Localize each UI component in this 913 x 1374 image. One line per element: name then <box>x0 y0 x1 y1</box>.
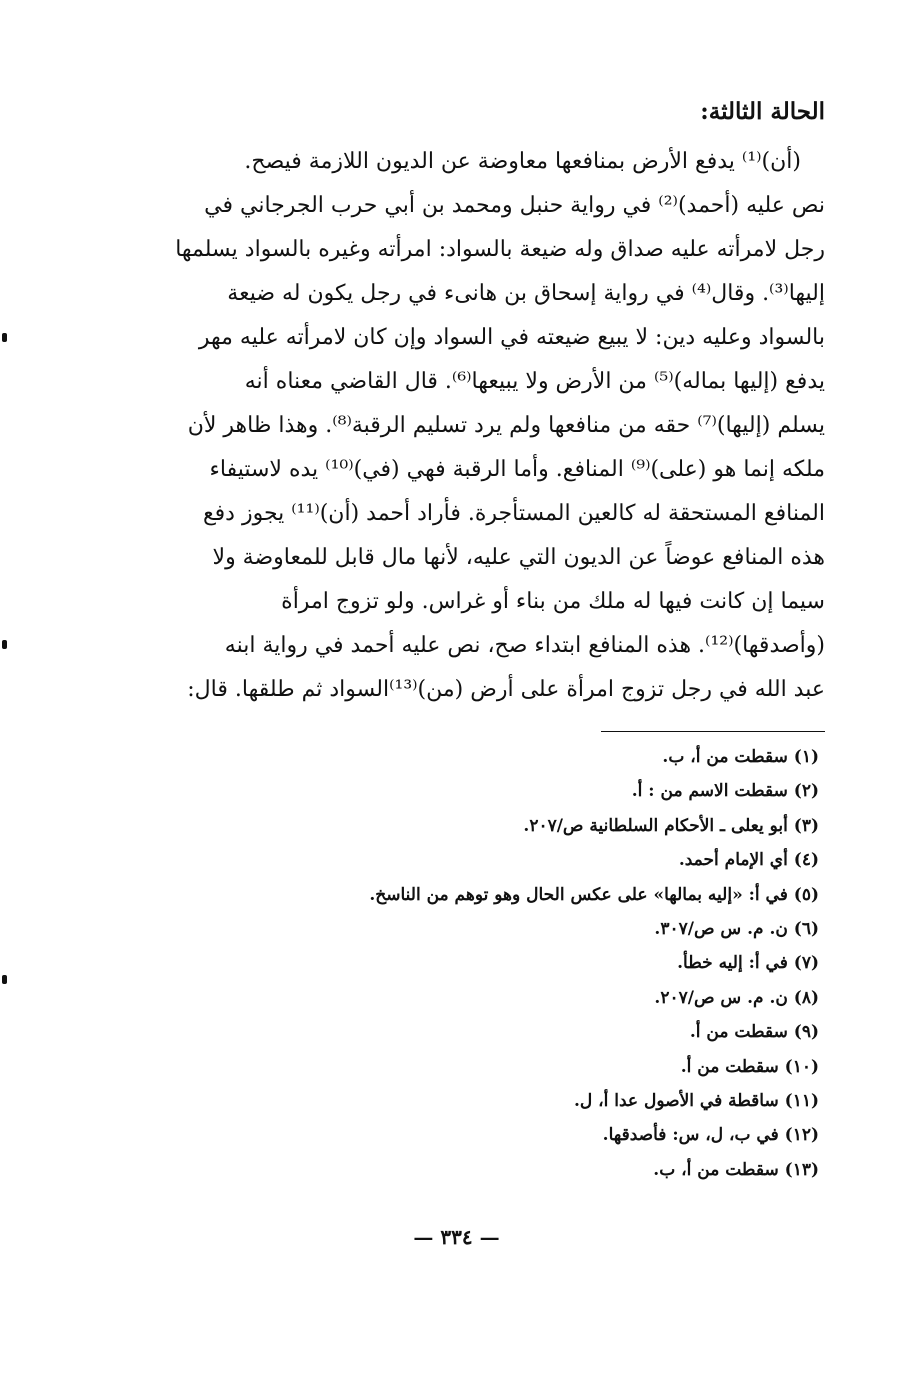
body-line: نص عليه (أحمد)⁽²⁾ في رواية حنبل ومحمد بن أبي حرب الجرجاني في <box>204 193 825 218</box>
footnote: (٩) سقطت من أ. <box>689 1022 819 1043</box>
margin-mark <box>2 333 7 342</box>
footnote: (٤) أي الإمام أحمد. <box>678 850 819 871</box>
body-line: (وأصدقها)⁽¹²⁾. هذه المنافع ابتداء صح، نص عليه أحمد في رواية ابنه <box>224 633 825 658</box>
body-line: هذه المنافع عوضاً عن الديون التي عليه، لأنها مال قابل للمعاوضة ولا <box>212 545 825 570</box>
body-line: سيما إن كانت فيها له ملك من بناء أو غراس. ولو تزوج امرأة <box>281 589 825 614</box>
body-line: ملكه إنما هو (على)⁽⁹⁾ المنافع. وأما الرقبة فهي (في)⁽¹⁰⁾ يده لاستيفاء <box>209 457 825 482</box>
footnote: (٥) في أ: «إليه بمالها» على عكس الحال وهو توهم من الناسخ. <box>369 884 819 905</box>
body-line: (أن)⁽¹⁾ يدفع الأرض بمنافعها معاوضة عن الديون اللازمة فيصح. <box>244 149 801 174</box>
margin-mark <box>2 975 7 984</box>
body-line: رجل لامرأته عليه صداق وله ضيعة بالسواد: امرأته وغيره بالسواد يسلمها <box>175 237 825 262</box>
footnote: (٢) سقطت الاسم من : أ. <box>631 781 819 802</box>
body-line: عبد الله في رجل تزوج امرأة على أرض (من)⁽¹³⁾السواد ثم طلقها. قال: <box>187 677 825 702</box>
footnote: (١٢) في ب، ل، س: فأصدقها. <box>602 1125 819 1146</box>
margin-mark <box>2 640 7 649</box>
footnote: (١٠) سقطت من أ. <box>680 1056 819 1077</box>
body-line: بالسواد وعليه دين: لا يبيع ضيعته في السواد وإن كان لامرأته عليه مهر <box>198 325 825 350</box>
footnotes <box>219 740 819 1187</box>
section-heading: الحالة الثالثة: <box>700 98 825 125</box>
footnote-separator <box>601 731 825 732</box>
body-text <box>125 140 825 712</box>
body-line: المنافع المستحقة له كالعين المستأجرة. فأراد أحمد (أن)⁽¹¹⁾ يجوز دفع <box>202 501 825 526</box>
footnote: (٧) في أ: إليه خطأ. <box>677 953 819 974</box>
footnote: (١) سقطت من أ، ب. <box>662 747 819 767</box>
footnote: (٨) ن. م. س ص/٢٠٧. <box>654 987 819 1008</box>
footnote: (٦) ن. م. س ص/٣٠٧. <box>654 918 819 939</box>
footnote: (١١) ساقطة في الأصول عدا أ، ل. <box>573 1090 819 1111</box>
body-line: يسلم (إليها)⁽⁷⁾ حقه من منافعها ولم يرد تسليم الرقبة⁽⁸⁾. وهذا ظاهر لأن <box>187 413 825 438</box>
footnote: (١٣) سقطت من أ، ب. <box>653 1159 819 1180</box>
body-line: إليها⁽³⁾. وقال⁽⁴⁾ في رواية إسحاق بن هانىء في رجل يكون له ضيعة <box>227 281 825 306</box>
footnote: (٣) أبو يعلى ـ الأحكام السلطانية ص/٢٠٧. <box>523 815 819 836</box>
page-number: — ٣٣٤ — <box>413 1225 500 1249</box>
body-line: يدفع (إليها بماله)⁽⁵⁾ من الأرض ولا يبيعها⁽⁶⁾. قال القاضي معناه أنه <box>244 369 825 394</box>
